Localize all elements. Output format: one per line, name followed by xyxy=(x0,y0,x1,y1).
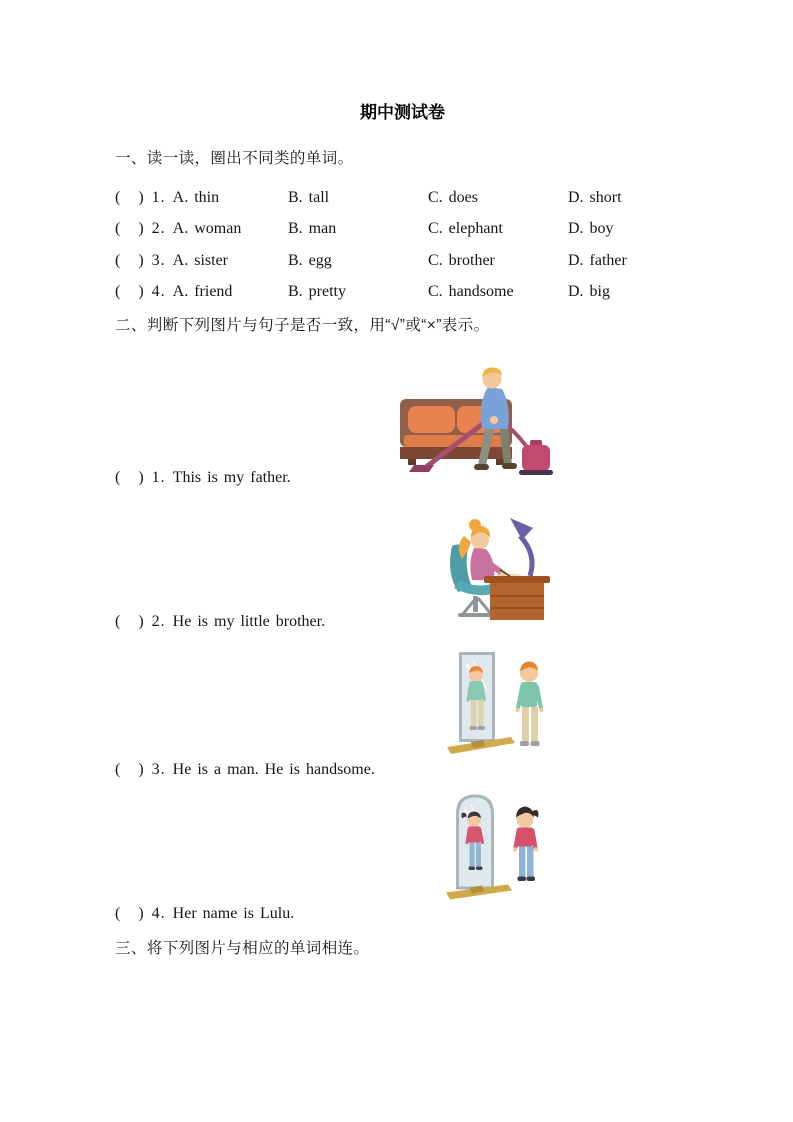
page-title: 期中测试卷 xyxy=(360,103,445,122)
statement-text: This is my father. xyxy=(172,469,291,486)
section3-heading: 三、将下列图片与相应的单词相连。 xyxy=(115,940,370,957)
answer-blank: ( ) 3. xyxy=(115,251,166,269)
option-a: A. woman xyxy=(172,220,242,238)
desk xyxy=(484,574,550,620)
option-a: A. thin xyxy=(172,189,220,206)
question-cell xyxy=(115,219,288,248)
option-d: D. father xyxy=(568,251,627,269)
option-a: A. sister xyxy=(172,251,228,269)
option-c: C. elephant xyxy=(428,220,503,238)
option-c: C. handsome xyxy=(428,283,514,301)
judge-statement-2 xyxy=(115,612,325,632)
word-question-row-1 xyxy=(115,186,715,217)
section2-heading: 二、判断下列图片与句子是否一致，用“√”或“×”表示。 xyxy=(115,317,490,334)
statement-text: He is a man. He is handsome. xyxy=(172,761,375,778)
judge-statement-4 xyxy=(115,904,294,924)
section1-heading: 一、读一读，圈出不同类的单词。 xyxy=(115,150,354,167)
option-d: D. big xyxy=(568,283,610,301)
boy-figure xyxy=(515,662,543,747)
answer-blank: ( ) 4. xyxy=(115,905,166,922)
option-d: D. boy xyxy=(568,220,614,238)
judge-statement-1 xyxy=(115,468,291,488)
answer-blank: ( ) 2. xyxy=(115,613,166,630)
answer-blank: ( ) 3. xyxy=(115,761,166,778)
illustration-man-vacuuming xyxy=(398,365,556,480)
option-b: B. tall xyxy=(288,189,330,206)
illustration-girl-mirror xyxy=(446,789,542,903)
girl-figure xyxy=(513,807,539,882)
desk-lamp xyxy=(510,518,533,576)
option-b: B. egg xyxy=(288,251,332,269)
section1-question-list xyxy=(115,186,715,312)
judge-statement-3 xyxy=(115,760,375,780)
illustration-girl-at-desk xyxy=(441,512,553,624)
answer-blank: ( ) 1. xyxy=(115,469,166,486)
question-cell xyxy=(115,188,288,217)
statement-text: Her name is Lulu. xyxy=(172,905,295,922)
option-d: D. short xyxy=(568,189,622,206)
option-a: A. friend xyxy=(172,283,233,301)
word-question-row-2 xyxy=(115,217,715,248)
answer-blank: ( ) 4. xyxy=(115,283,166,301)
word-question-row-4 xyxy=(115,280,715,311)
illustration-boy-mirror xyxy=(445,650,547,760)
option-c: C. does xyxy=(428,189,478,206)
option-c: C. brother xyxy=(428,251,495,269)
statement-text: He is my little brother. xyxy=(172,613,326,630)
question-cell xyxy=(115,251,288,280)
answer-blank: ( ) 2. xyxy=(115,220,166,238)
word-question-row-3 xyxy=(115,249,715,280)
answer-blank: ( ) 1. xyxy=(115,189,166,206)
mirror-base xyxy=(446,885,512,900)
option-b: B. man xyxy=(288,220,337,238)
question-cell xyxy=(115,282,288,311)
option-b: B. pretty xyxy=(288,283,346,301)
